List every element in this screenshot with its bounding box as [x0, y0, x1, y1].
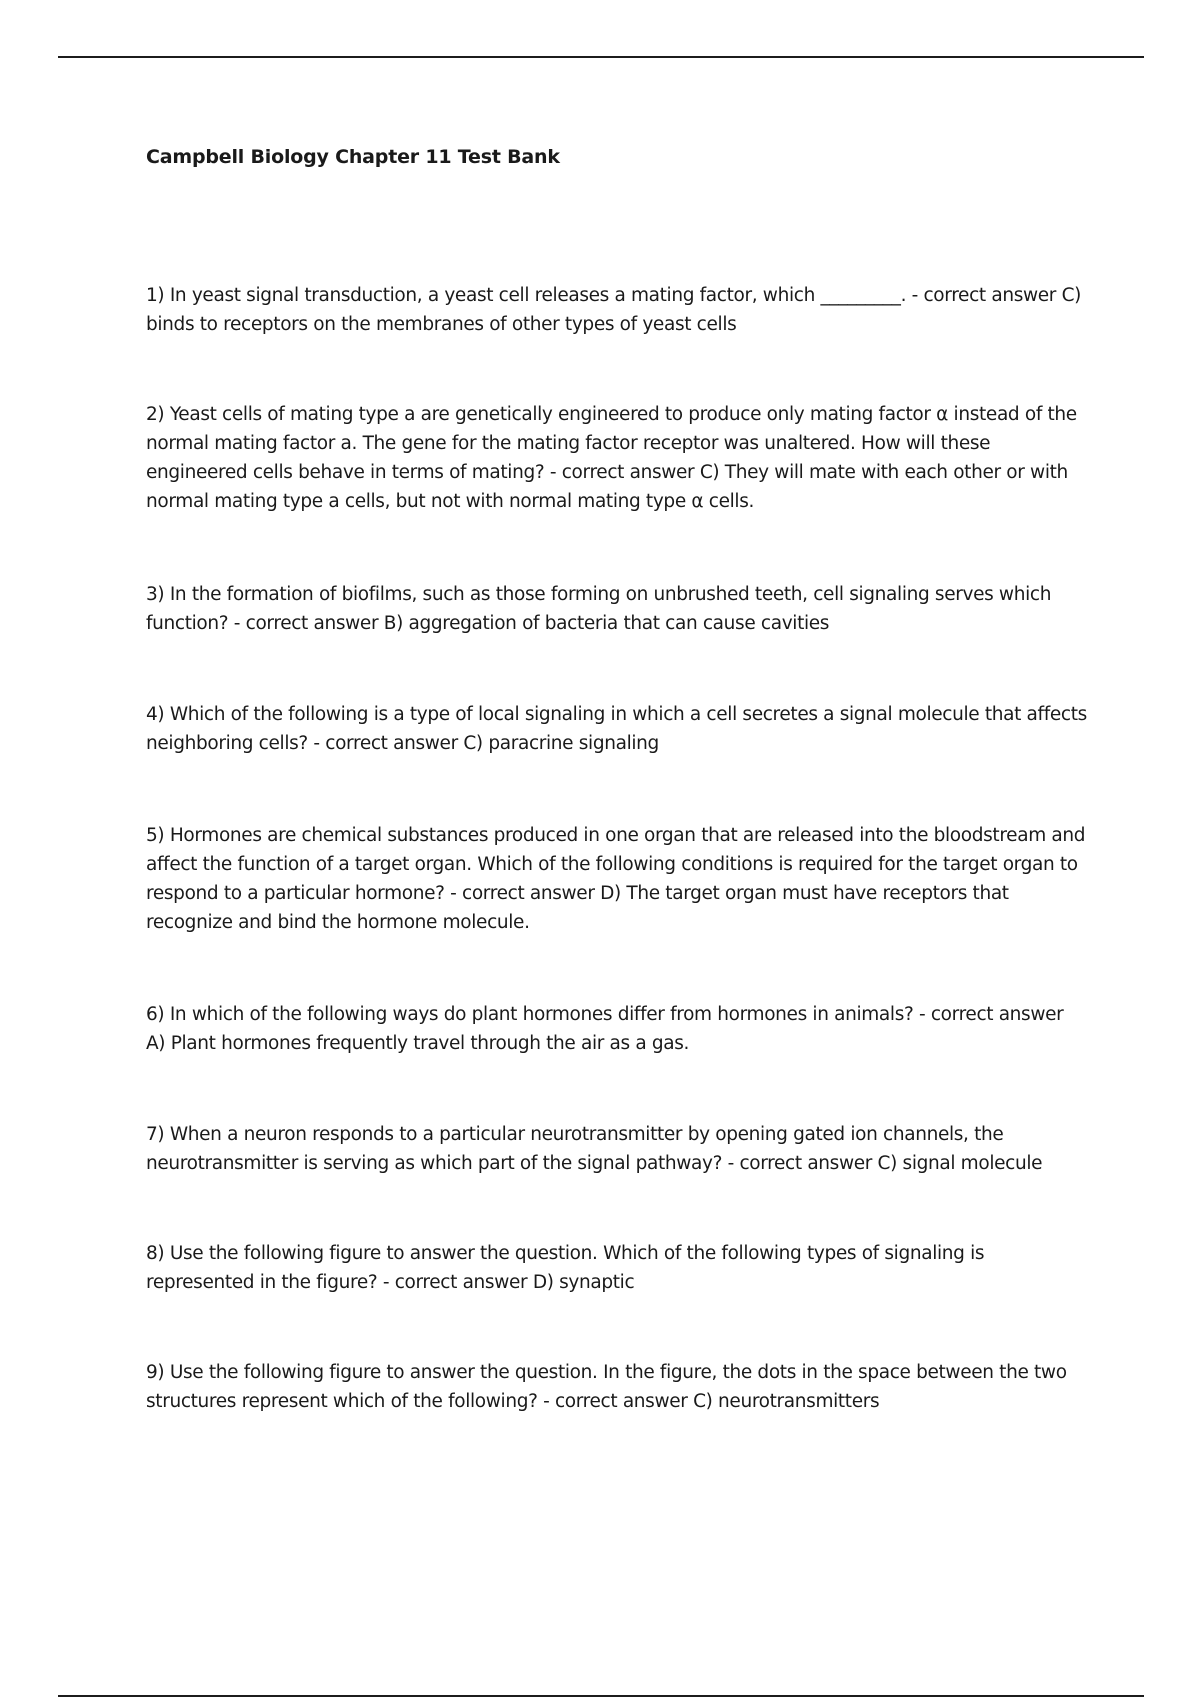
question-4: 4) Which of the following is a type of local signaling in which a cell secretes a signal molecule that affects neighboring cells? - correct answer C) paracrine signaling: [146, 704, 1087, 754]
question-2: 2) Yeast cells of mating type a are genetically engineered to produce only mating factor α instead of the normal mating factor a. The gene for the mating factor receptor was unaltered. How will these engineered cells behave in terms of mating? - correct answer C) They will mate with each other or with normal mating type a cells, but not with normal mating type α cells.: [146, 404, 1077, 512]
question-3: 3) In the formation of biofilms, such as those forming on unbrushed teeth, cell signaling serves which function? - correct answer B) aggregation of bacteria that can cause cavities: [146, 584, 1052, 634]
footer-rule: [58, 1695, 1144, 1697]
question-1: 1) In yeast signal transduction, a yeast cell releases a mating factor, which _________. - correct answer C) binds to receptors on the membranes of other types of yeast cells: [146, 285, 1082, 335]
question-7: 7) When a neuron responds to a particular neurotransmitter by opening gated ion channels, the neurotransmitter is serving as which part of the signal pathway? - correct answer C) signal molecule: [146, 1124, 1043, 1174]
header-rule: [58, 56, 1144, 58]
document-title: Campbell Biology Chapter 11 Test Bank: [146, 146, 560, 168]
question-5: 5) Hormones are chemical substances produced in one organ that are released into the bloodstream and affect the function of a target organ. Which of the following conditions is required for the target organ to respond to a particular hormone? - correct answer D) The target organ must have receptors that recognize and bind the hormone molecule.: [146, 825, 1086, 933]
question-8: 8) Use the following figure to answer the question. Which of the following types of signaling is represented in the figure? - correct answer D) synaptic: [146, 1243, 985, 1293]
question-9: 9) Use the following figure to answer the question. In the figure, the dots in the space between the two structures represent which of the following? - correct answer C) neurotransmitters: [146, 1362, 1067, 1412]
question-6: 6) In which of the following ways do plant hormones differ from hormones in animals? - correct answer A) Plant hormones frequently travel through the air as a gas.: [146, 1004, 1064, 1054]
